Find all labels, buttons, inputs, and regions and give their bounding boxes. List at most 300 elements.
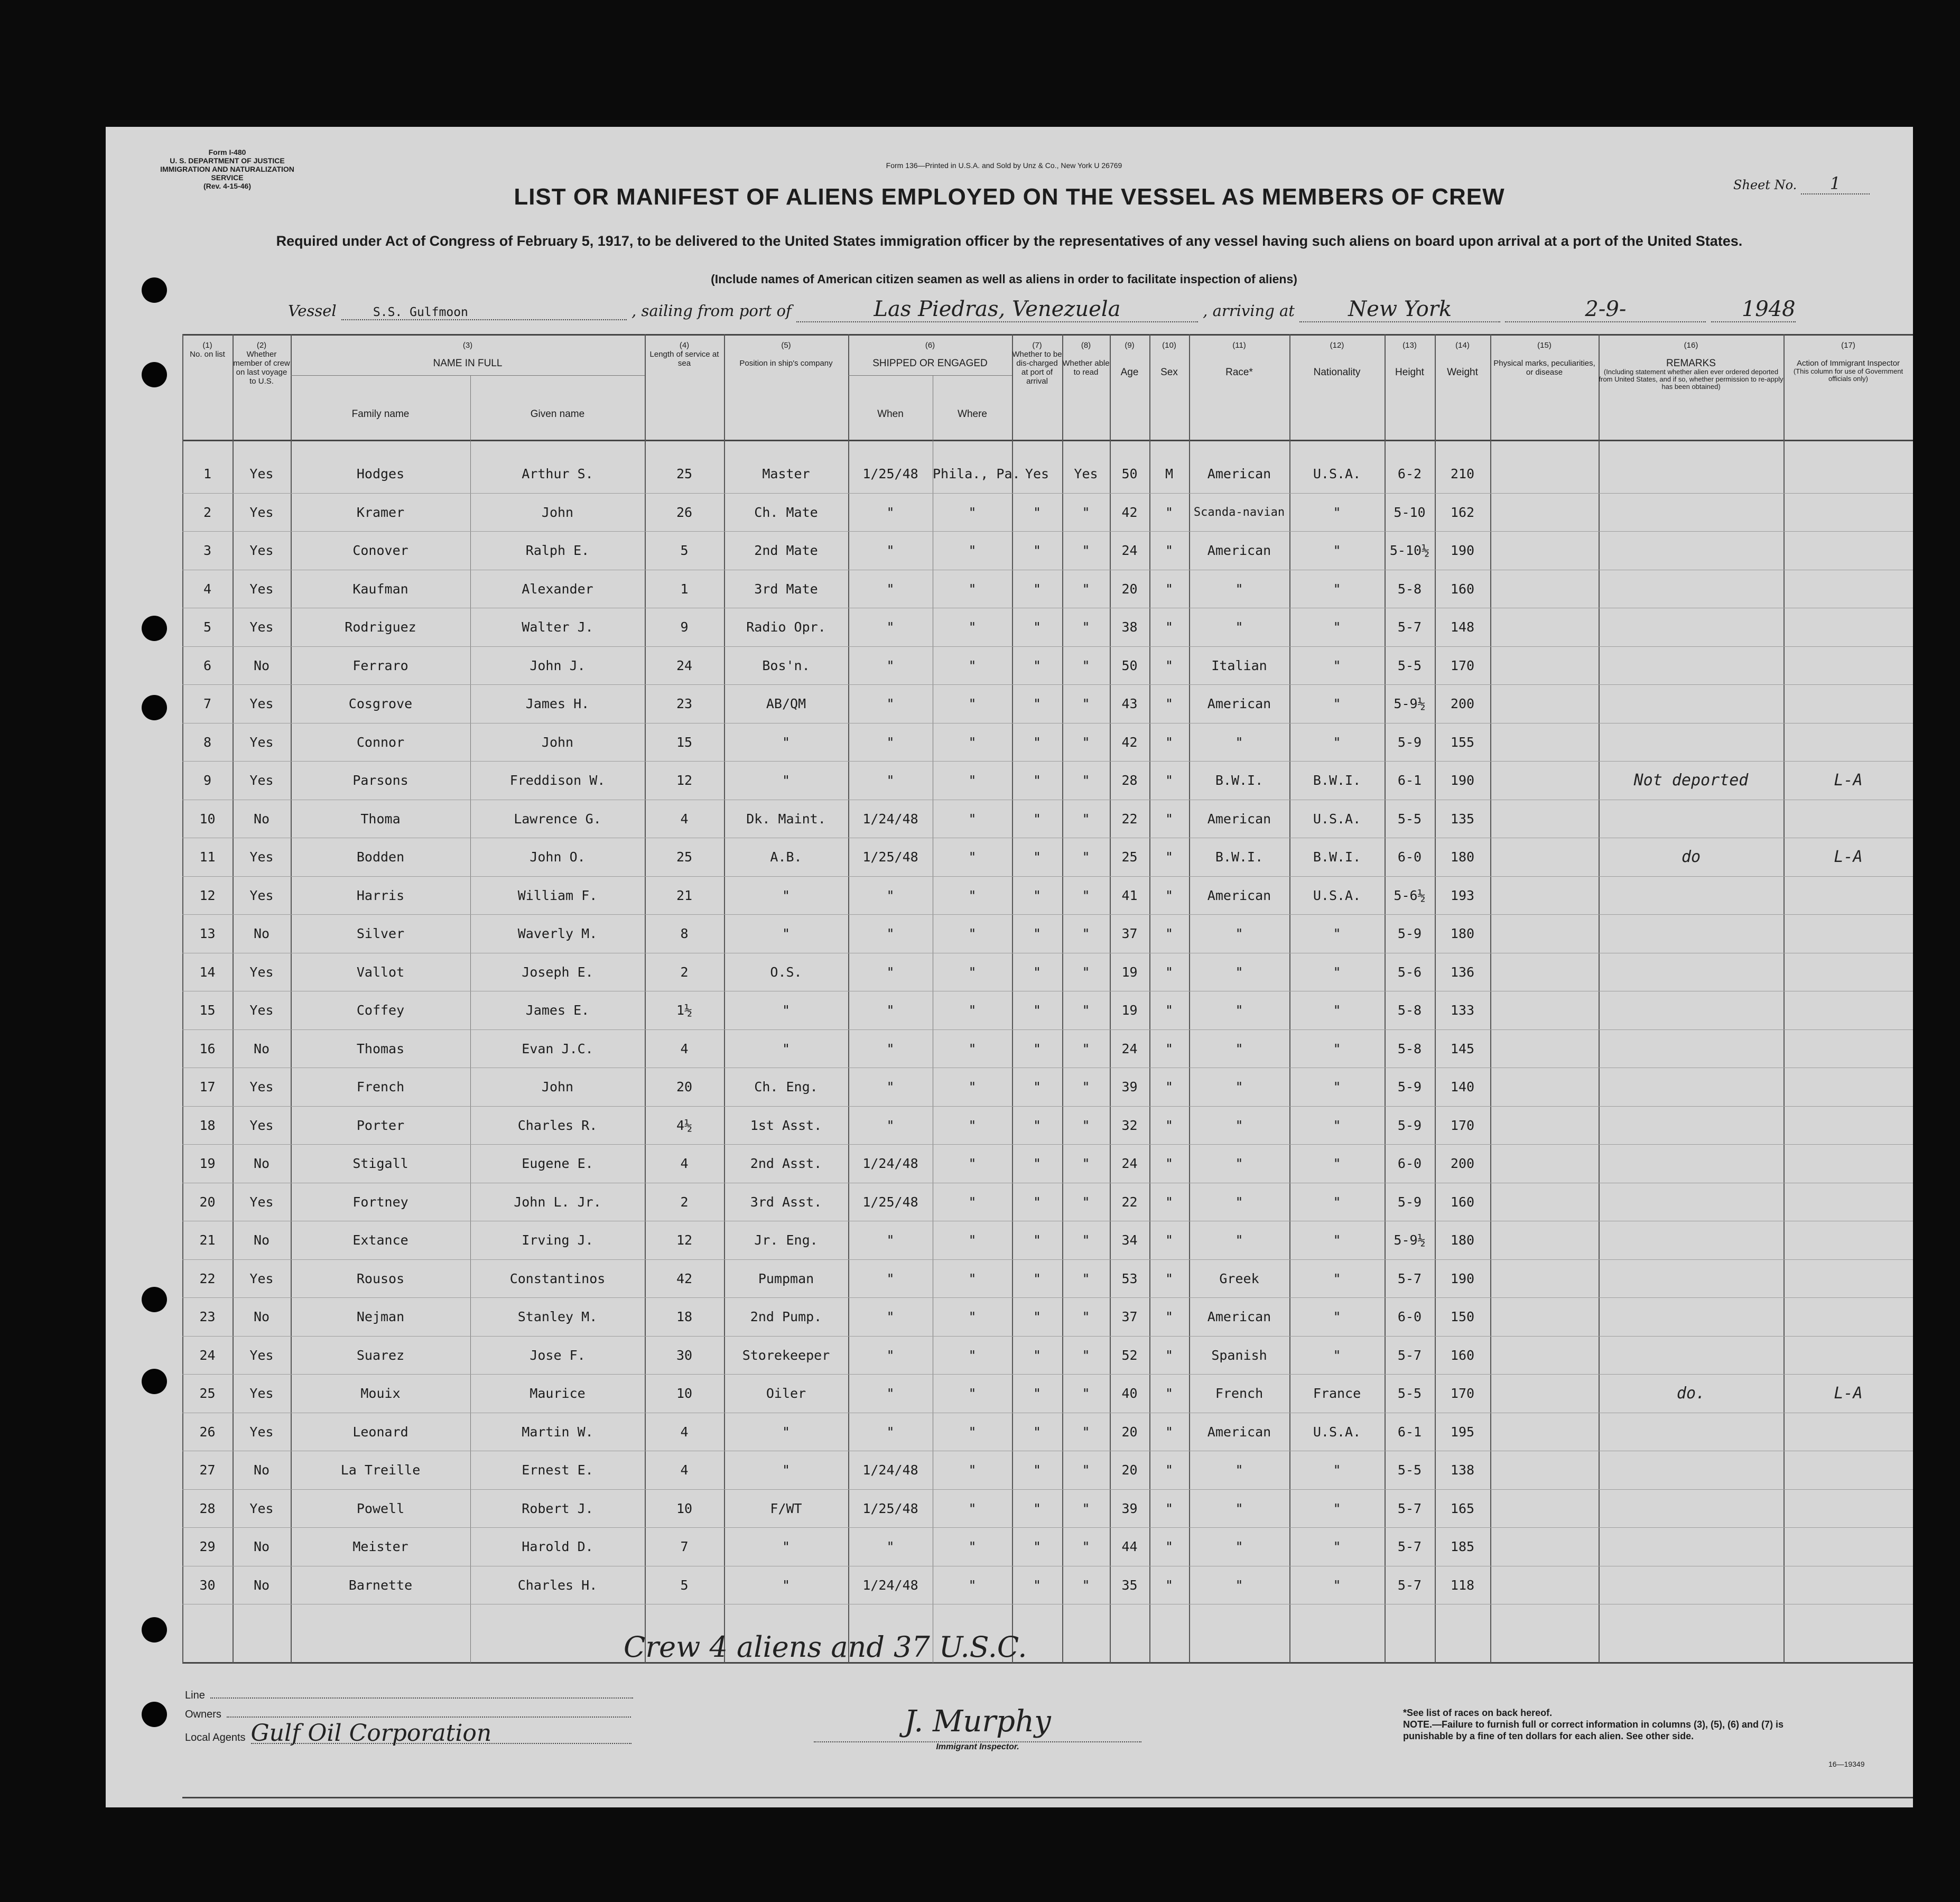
cell-height: 5-8 — [1397, 581, 1422, 597]
cell-no: 30 — [199, 1577, 216, 1593]
cell-given: William F. — [517, 887, 598, 903]
cell-height: 5-9 — [1397, 734, 1422, 750]
cell-family: Extance — [352, 1232, 408, 1248]
cell-when: " — [886, 1079, 895, 1094]
cell-action: L-A — [1834, 771, 1863, 790]
cell-disch: " — [1033, 887, 1042, 903]
cell-disch: Yes — [1025, 466, 1049, 481]
cell-prev: No — [253, 1577, 270, 1593]
col-header-2: (2) Whether member of crew on last voyage to U.S. — [233, 341, 290, 386]
penalty-note: NOTE.—Failure to furnish full or correct information in columns (3), (5), (6) and (7) is punishable by a fine of ten dollars for each alien. See other side. — [1403, 1719, 1784, 1741]
cell-weight: 135 — [1450, 811, 1475, 827]
manifest-sheet — [106, 127, 1913, 1807]
col-header-9: (9) Age — [1120, 341, 1139, 378]
cell-sex: " — [1165, 1079, 1174, 1094]
row-rule — [182, 1527, 1913, 1528]
cell-read: " — [1082, 1500, 1090, 1516]
cell-service: 4 — [680, 1041, 689, 1056]
cell-when: 1/25/48 — [862, 849, 918, 865]
cell-service: 21 — [676, 887, 693, 903]
cell-nat: " — [1333, 1539, 1341, 1554]
cell-position: Ch. Eng. — [754, 1079, 818, 1094]
cell-given: Harold D. — [522, 1539, 593, 1554]
row-rule — [182, 914, 1913, 915]
cell-where: " — [968, 1041, 977, 1056]
cell-when: 1/25/48 — [862, 466, 918, 481]
cell-disch: " — [1033, 581, 1042, 597]
cell-when: " — [886, 619, 895, 635]
col-rule — [1490, 334, 1491, 1663]
cell-family: Suarez — [356, 1347, 405, 1363]
cell-prev: No — [253, 1539, 270, 1554]
cell-read: " — [1082, 1194, 1090, 1210]
cell-when: " — [886, 926, 895, 941]
sheet-number: 1 — [1801, 173, 1870, 194]
cell-race: " — [1235, 1041, 1243, 1056]
cell-when: 1/24/48 — [862, 811, 918, 827]
sailing-label: , sailing from port of — [631, 302, 792, 320]
cell-family: Meister — [352, 1539, 408, 1554]
cell-sex: " — [1165, 1462, 1174, 1478]
cell-race: " — [1235, 1462, 1243, 1478]
row-rule — [182, 646, 1913, 647]
cell-given: John O. — [530, 849, 586, 865]
arrival-date: 2-9- — [1505, 297, 1706, 322]
cell-nat: U.S.A. — [1313, 811, 1361, 827]
cell-service: 23 — [676, 696, 693, 711]
col-header-17: (17) Action of Immigrant Inspector (This column for use of Government officials only) — [1793, 341, 1903, 383]
cell-given: Stanley M. — [517, 1309, 598, 1324]
cell-disch: " — [1033, 1041, 1042, 1056]
agents-label: Local Agents — [185, 1732, 246, 1743]
cell-weight: 210 — [1450, 466, 1475, 481]
cell-race: Spanish — [1211, 1347, 1267, 1363]
cell-height: 5-7 — [1397, 1500, 1422, 1516]
service: IMMIGRATION AND NATURALIZATION SERVICE — [160, 165, 294, 182]
cell-position: Jr. Eng. — [754, 1232, 818, 1248]
inspector-block — [814, 1704, 1141, 1752]
cell-family: Bodden — [356, 849, 405, 865]
cell-where: " — [968, 1347, 977, 1363]
cell-age: 37 — [1121, 926, 1138, 941]
cell-no: 13 — [199, 926, 216, 941]
cell-height: 5-9 — [1397, 1079, 1422, 1094]
cell-sex: " — [1165, 1500, 1174, 1516]
cell-given: Eugene E. — [522, 1156, 593, 1171]
cell-given: Charles R. — [517, 1117, 598, 1133]
cell-height: 6-0 — [1397, 1309, 1422, 1324]
cell-race: B.W.I. — [1215, 849, 1264, 865]
cell-age: 25 — [1121, 849, 1138, 865]
cell-read: " — [1082, 504, 1090, 520]
cell-age: 41 — [1121, 887, 1138, 903]
cell-nat: " — [1333, 1041, 1341, 1056]
cell-age: 19 — [1121, 964, 1138, 980]
cell-read: " — [1082, 1309, 1090, 1324]
vessel-label: Vessel — [288, 302, 337, 320]
agents-value: Gulf Oil Corporation — [251, 1724, 631, 1744]
cell-nat: B.W.I. — [1313, 849, 1361, 865]
cell-when: " — [886, 581, 895, 597]
cell-sex: " — [1165, 734, 1174, 750]
cell-service: 4 — [680, 1462, 689, 1478]
cell-service: 5 — [680, 1577, 689, 1593]
cell-weight: 160 — [1450, 1347, 1475, 1363]
cell-race: " — [1235, 1003, 1243, 1018]
punch-hole — [142, 1287, 167, 1312]
cell-read: " — [1082, 1079, 1090, 1094]
row-rule — [182, 531, 1913, 532]
cell-where: " — [968, 734, 977, 750]
cell-where: Phila., Pa. — [933, 466, 1020, 481]
cell-where: " — [968, 887, 977, 903]
cell-sex: " — [1165, 773, 1174, 788]
cell-race: " — [1235, 1539, 1243, 1554]
cell-race: Scanda-navian — [1193, 505, 1285, 519]
cell-action: L-A — [1834, 848, 1863, 866]
cell-weight: 180 — [1450, 849, 1475, 865]
cell-nat: " — [1333, 734, 1341, 750]
cell-given: Constantinos — [509, 1270, 606, 1286]
cell-sex: " — [1165, 1117, 1174, 1133]
cell-nat: " — [1333, 696, 1341, 711]
cell-disch: " — [1033, 1003, 1042, 1018]
cell-sex: " — [1165, 1003, 1174, 1018]
cell-sex: " — [1165, 1041, 1174, 1056]
cell-where: " — [968, 964, 977, 980]
cell-no: 21 — [199, 1232, 216, 1248]
cell-race: " — [1235, 1232, 1243, 1248]
cell-prev: Yes — [249, 581, 274, 597]
cell-given: Lawrence G. — [514, 811, 601, 827]
cell-disch: " — [1033, 964, 1042, 980]
subhead-rule — [291, 375, 645, 376]
cell-position: A.B. — [770, 849, 802, 865]
cell-race: " — [1235, 1156, 1243, 1171]
cell-where: " — [968, 1117, 977, 1133]
cell-position: " — [782, 1003, 791, 1018]
cell-prev: Yes — [249, 543, 274, 558]
cell-race: " — [1235, 581, 1243, 597]
port-from: Las Piedras, Venezuela — [796, 297, 1198, 322]
cell-disch: " — [1033, 1386, 1042, 1401]
cell-sex: " — [1165, 1539, 1174, 1554]
cell-given: Irving J. — [522, 1232, 593, 1248]
cell-given: James H. — [525, 696, 590, 711]
cell-given: John L. Jr. — [514, 1194, 601, 1210]
cell-family: Barnette — [348, 1577, 413, 1593]
cell-no: 4 — [203, 581, 212, 597]
cell-prev: Yes — [249, 1194, 274, 1210]
cell-nat: " — [1333, 1462, 1341, 1478]
cell-service: 7 — [680, 1539, 689, 1554]
cell-where: " — [968, 504, 977, 520]
cell-weight: 145 — [1450, 1041, 1475, 1056]
cell-age: 39 — [1121, 1500, 1138, 1516]
cell-position: 2nd Asst. — [750, 1156, 822, 1171]
cell-prev: Yes — [249, 1117, 274, 1133]
cell-no: 1 — [203, 466, 212, 481]
cell-sex: " — [1165, 619, 1174, 635]
cell-weight: 160 — [1450, 581, 1475, 597]
cell-when: " — [886, 1232, 895, 1248]
cell-where: " — [968, 1424, 977, 1440]
cell-race: " — [1235, 1500, 1243, 1516]
cell-no: 15 — [199, 1003, 216, 1018]
cell-height: 5-7 — [1397, 1577, 1422, 1593]
cell-given: Alexander — [522, 581, 593, 597]
cell-position: " — [782, 1424, 791, 1440]
cell-no: 2 — [203, 504, 212, 520]
cell-disch: " — [1033, 696, 1042, 711]
cell-position: Storekeeper — [742, 1347, 830, 1363]
cell-prev: Yes — [249, 964, 274, 980]
cell-prev: Yes — [249, 1424, 274, 1440]
cell-family: Harris — [356, 887, 405, 903]
col-rule — [1783, 334, 1785, 1663]
cell-given: Maurice — [530, 1386, 586, 1401]
cell-no: 20 — [199, 1194, 216, 1210]
cell-disch: " — [1033, 1500, 1042, 1516]
cell-given: Waverly M. — [517, 926, 598, 941]
cell-sex: " — [1165, 581, 1174, 597]
col-header-given: Given name — [530, 409, 585, 420]
cell-weight: 140 — [1450, 1079, 1475, 1094]
cell-weight: 170 — [1450, 657, 1475, 673]
form-title: LIST OR MANIFEST OF ALIENS EMPLOYED ON THE VESSEL AS MEMBERS OF CREW — [514, 184, 1505, 210]
cell-sex: " — [1165, 1232, 1174, 1248]
cell-family: Cosgrove — [348, 696, 413, 711]
cell-where: " — [968, 1194, 977, 1210]
cell-family: French — [356, 1079, 405, 1094]
cell-age: 20 — [1121, 1424, 1138, 1440]
cell-age: 32 — [1121, 1117, 1138, 1133]
cell-nat: U.S.A. — [1313, 887, 1361, 903]
cell-family: Nejman — [356, 1309, 405, 1324]
col-header-7: (7) Whether to be dis-charged at port of arrival — [1012, 341, 1062, 386]
cell-position: " — [782, 1041, 791, 1056]
cell-read: " — [1082, 849, 1090, 865]
row-rule — [182, 493, 1913, 494]
cell-nat: " — [1333, 619, 1341, 635]
cell-prev: No — [253, 926, 270, 941]
cell-disch: " — [1033, 811, 1042, 827]
cell-prev: No — [253, 1309, 270, 1324]
cell-height: 5-7 — [1397, 619, 1422, 635]
cell-prev: Yes — [249, 1500, 274, 1516]
cell-age: 37 — [1121, 1309, 1138, 1324]
cell-position: Oiler — [766, 1386, 806, 1401]
cell-given: James E. — [525, 1003, 590, 1018]
cell-no: 19 — [199, 1156, 216, 1171]
cell-sex: " — [1165, 926, 1174, 941]
cell-when: 1/25/48 — [862, 1500, 918, 1516]
row-rule — [182, 1374, 1913, 1375]
cell-sex: " — [1165, 1270, 1174, 1286]
cell-service: 30 — [676, 1347, 693, 1363]
cell-weight: 162 — [1450, 504, 1475, 520]
cell-age: 42 — [1121, 504, 1138, 520]
cell-prev: No — [253, 811, 270, 827]
cell-no: 16 — [199, 1041, 216, 1056]
cell-given: Evan J.C. — [522, 1041, 593, 1056]
cell-service: 12 — [676, 773, 693, 788]
subhead-rule — [848, 375, 1012, 376]
cell-nat: " — [1333, 1117, 1341, 1133]
cell-no: 5 — [203, 619, 212, 635]
col-header-6: (6) SHIPPED OR ENGAGED — [872, 341, 988, 369]
cell-height: 5-9 — [1397, 1117, 1422, 1133]
punch-hole — [142, 1702, 167, 1727]
cell-age: 28 — [1121, 773, 1138, 788]
cell-read: " — [1082, 887, 1090, 903]
cell-read: " — [1082, 1041, 1090, 1056]
cell-age: 44 — [1121, 1539, 1138, 1554]
row-rule — [182, 1336, 1913, 1337]
cell-age: 50 — [1121, 466, 1138, 481]
cell-when: " — [886, 1041, 895, 1056]
cell-position: Dk. Maint. — [746, 811, 826, 827]
col-header-1: (1) No. on list — [190, 341, 225, 359]
cell-family: Stigall — [352, 1156, 408, 1171]
cell-when: 1/24/48 — [862, 1462, 918, 1478]
cell-no: 3 — [203, 543, 212, 558]
port-to: New York — [1299, 297, 1500, 322]
cell-disch: " — [1033, 619, 1042, 635]
cell-height: 5-7 — [1397, 1347, 1422, 1363]
cell-where: " — [968, 1156, 977, 1171]
cell-position: " — [782, 1539, 791, 1554]
cell-race: Greek — [1219, 1270, 1259, 1286]
cell-race: " — [1235, 926, 1243, 941]
cell-race: American — [1207, 466, 1271, 481]
cell-no: 25 — [199, 1386, 216, 1401]
cell-no: 6 — [203, 657, 212, 673]
cell-sex: " — [1165, 1386, 1174, 1401]
cell-height: 5-8 — [1397, 1041, 1422, 1056]
cell-read: " — [1082, 1117, 1090, 1133]
row-rule — [182, 1144, 1913, 1145]
vessel-name: S.S. Gulfmoon — [341, 305, 627, 320]
col-header-10: (10) Sex — [1160, 341, 1178, 378]
cell-given: Jose F. — [530, 1347, 586, 1363]
cell-race: " — [1235, 964, 1243, 980]
cell-where: " — [968, 1270, 977, 1286]
cell-prev: No — [253, 1232, 270, 1248]
cell-age: 22 — [1121, 1194, 1138, 1210]
cell-height: 5-6½ — [1394, 887, 1426, 903]
cell-position: " — [782, 773, 791, 788]
cell-height: 6-1 — [1397, 773, 1422, 788]
cell-weight: 200 — [1450, 1156, 1475, 1171]
cell-read: " — [1082, 619, 1090, 635]
cell-where: " — [968, 926, 977, 941]
cell-disch: " — [1033, 657, 1042, 673]
cell-sex: M — [1165, 466, 1174, 481]
col-header-family: Family name — [351, 409, 410, 420]
cell-disch: " — [1033, 1577, 1042, 1593]
cell-height: 5-10½ — [1389, 543, 1430, 558]
punch-hole — [142, 277, 167, 303]
cell-height: 5-9½ — [1394, 1232, 1426, 1248]
cell-height: 6-0 — [1397, 1156, 1422, 1171]
cell-weight: 193 — [1450, 887, 1475, 903]
cell-when: " — [886, 696, 895, 711]
footer-fields — [185, 1686, 766, 1747]
cell-weight: 170 — [1450, 1386, 1475, 1401]
cell-height: 5-8 — [1397, 1003, 1422, 1018]
cell-prev: Yes — [249, 466, 274, 481]
cell-service: 18 — [676, 1309, 693, 1324]
cell-nat: France — [1313, 1386, 1361, 1401]
cell-sex: " — [1165, 887, 1174, 903]
cell-read: " — [1082, 1347, 1090, 1363]
cell-nat: " — [1333, 1232, 1341, 1248]
cell-sex: " — [1165, 1309, 1174, 1324]
cell-height: 5-9½ — [1394, 696, 1426, 711]
cell-where: " — [968, 581, 977, 597]
cell-position: Ch. Mate — [754, 504, 818, 520]
col-header-14: (14) Weight — [1447, 341, 1478, 378]
cell-when: " — [886, 734, 895, 750]
cell-height: 5-5 — [1397, 1462, 1422, 1478]
cell-weight: 138 — [1450, 1462, 1475, 1478]
cell-sex: " — [1165, 849, 1174, 865]
cell-no: 22 — [199, 1270, 216, 1286]
cell-weight: 200 — [1450, 696, 1475, 711]
cell-where: " — [968, 1003, 977, 1018]
cell-read: " — [1082, 1577, 1090, 1593]
cell-height: 5-10 — [1394, 504, 1426, 520]
cell-nat: " — [1333, 1309, 1341, 1324]
cell-disch: " — [1033, 773, 1042, 788]
cell-family: Leonard — [352, 1424, 408, 1440]
cell-age: 39 — [1121, 1079, 1138, 1094]
cell-disch: " — [1033, 1079, 1042, 1094]
cell-family: Vallot — [356, 964, 405, 980]
cell-family: Kramer — [356, 504, 405, 520]
cell-family: Thomas — [356, 1041, 405, 1056]
printer-line: Form 136—Printed in U.S.A. and Sold by Unz & Co., New York U 26769 — [886, 161, 1122, 170]
cell-where: " — [968, 619, 977, 635]
cell-position: " — [782, 926, 791, 941]
cell-race: Italian — [1211, 657, 1267, 673]
row-rule — [182, 761, 1913, 762]
cell-where: " — [968, 1232, 977, 1248]
cell-read: " — [1082, 581, 1090, 597]
cell-when: " — [886, 543, 895, 558]
cell-height: 5-7 — [1397, 1539, 1422, 1554]
cell-no: 26 — [199, 1424, 216, 1440]
cell-age: 24 — [1121, 543, 1138, 558]
cell-height: 6-2 — [1397, 466, 1422, 481]
cell-nat: " — [1333, 926, 1341, 941]
row-rule — [182, 1489, 1913, 1490]
cell-weight: 150 — [1450, 1309, 1475, 1324]
inspector-label: Immigrant Inspector. — [936, 1742, 1019, 1751]
cell-nat: " — [1333, 543, 1341, 558]
cell-where: " — [968, 696, 977, 711]
cell-read: " — [1082, 926, 1090, 941]
cell-given: Walter J. — [522, 619, 593, 635]
cell-height: 6-1 — [1397, 1424, 1422, 1440]
cell-nat: " — [1333, 657, 1341, 673]
cell-disch: " — [1033, 1424, 1042, 1440]
cell-weight: 155 — [1450, 734, 1475, 750]
cell-sex: " — [1165, 543, 1174, 558]
cell-given: Robert J. — [522, 1500, 593, 1516]
cell-when: 1/24/48 — [862, 1577, 918, 1593]
